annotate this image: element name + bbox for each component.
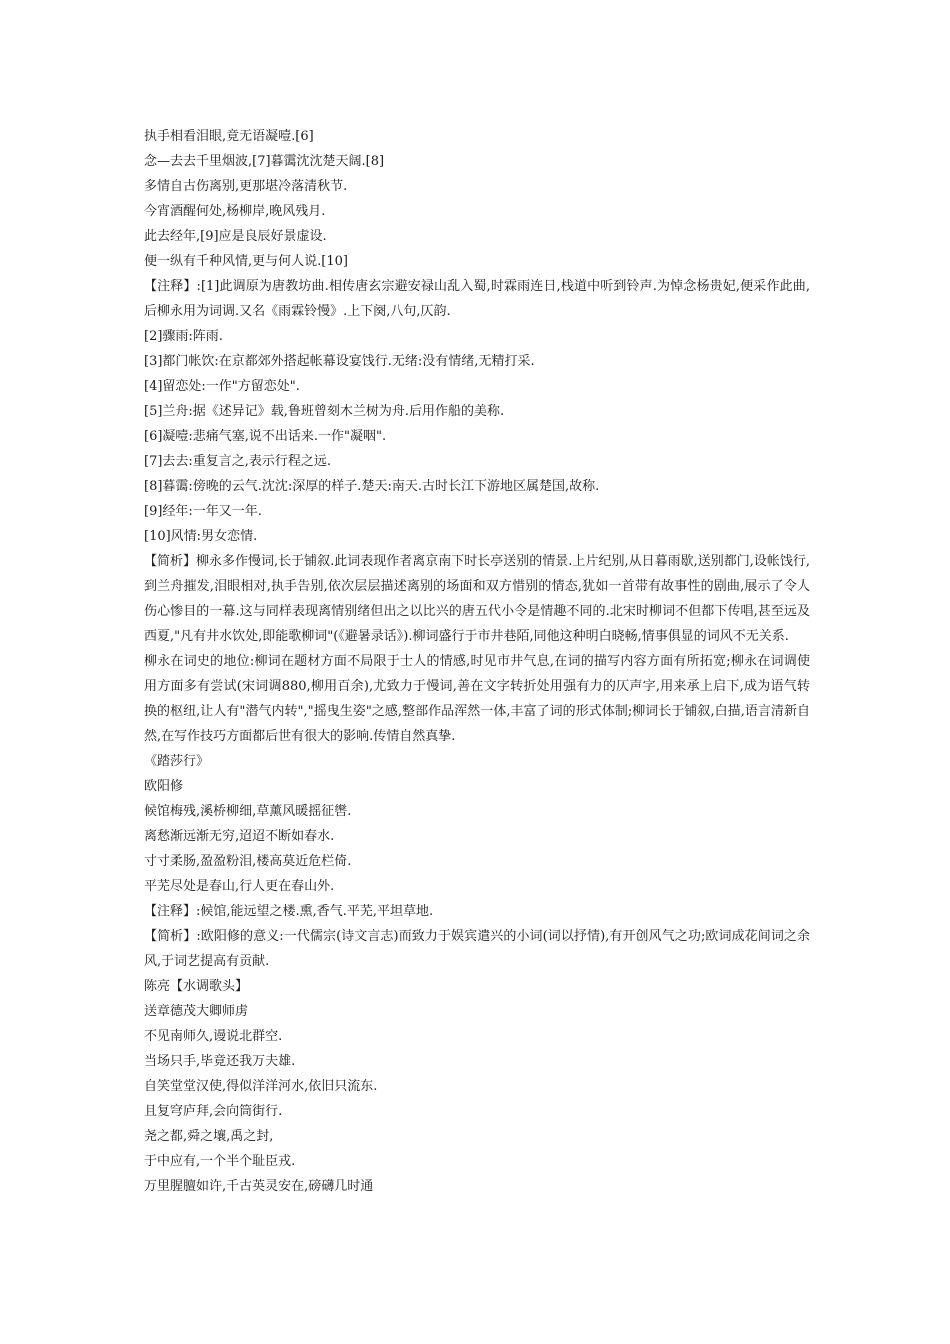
poem-line: 念—去去千里烟波,[7]暮霭沈沈楚天阔.[8] xyxy=(144,154,385,169)
analysis-paragraph: 【简析】:欧阳修的意义:一代儒宗(诗文言志)而致力于娱宾遣兴的小词(词以抒情),有开创风气之功;欧词成花间词之余风,于词艺提高有贡献. xyxy=(144,929,810,969)
poem-line: 执手相看泪眼,竟无语凝噎.[6] xyxy=(144,129,314,144)
poem-line: 自笑堂堂汉使,得似洋洋河水,依旧只流东. xyxy=(144,1079,378,1094)
annotation-item: [7]去去:重复言之,表示行程之远. xyxy=(144,454,332,469)
poem-line: 多情自古伤离别,更那堪冷落清秋节. xyxy=(144,179,348,194)
annotation-item: 【注释】:候馆,能远望之楼.熏,香气.平芜,平坦草地. xyxy=(144,904,434,919)
annotation-item: [6]凝噎:悲痛气塞,说不出话来.一作"凝咽". xyxy=(144,429,387,444)
poem-title: 陈亮【水调歌头】 xyxy=(144,979,249,994)
annotation-item: [4]留恋处:一作"方留恋处". xyxy=(144,379,300,394)
annotation-item: [10]风情:男女恋情. xyxy=(144,529,258,544)
poem-line: 不见南师久,谩说北群空. xyxy=(144,1029,283,1044)
poem-line: 便一纵有千种风情,更与何人说.[10] xyxy=(144,254,348,269)
poem-line: 今宵酒醒何处,杨柳岸,晚风残月. xyxy=(144,204,326,219)
annotation-item: [3]都门帐饮:在京都郊外搭起帐幕设宴饯行.无绪:没有情绪,无精打采. xyxy=(144,354,535,369)
poem-line: 万里腥膻如许,千古英灵安在,磅礴几时通 xyxy=(144,1179,374,1194)
poem-line: 且复穹庐拜,会向筒街行. xyxy=(144,1104,283,1119)
poem-subtitle: 送章德茂大卿师虏 xyxy=(144,1004,249,1019)
annotation-item: [2]骤雨:阵雨. xyxy=(144,329,223,344)
poem-line: 候馆梅残,溪桥柳细,草薰风暖摇征辔. xyxy=(144,804,352,819)
poem-title: 《踏莎行》 xyxy=(144,754,210,769)
poem-line: 离愁渐远渐无穷,迢迢不断如春水. xyxy=(144,829,335,844)
poem-line: 于中应有,一个半个耻臣戎. xyxy=(144,1154,296,1169)
poem-line: 寸寸柔肠,盈盈粉泪,楼高莫近危栏倚. xyxy=(144,854,352,869)
document-page xyxy=(144,124,810,1199)
poem-line: 此去经年,[9]应是良辰好景虚设. xyxy=(144,229,327,244)
poem-line: 平芜尽处是春山,行人更在春山外. xyxy=(144,879,335,894)
poem-line: 当场只手,毕竟还我万夫雄. xyxy=(144,1054,296,1069)
analysis-paragraph: 柳永在词史的地位:柳词在题材方面不局限于士人的情感,时见市井气息,在词的描写内容方面有所拓宽;柳永在词调使用方面多有尝试(宋词调880,柳用百余),尤致力于慢词,善在文字转折处用强有力的仄声字,用来承上启下,成为语气转换的枢纽,让人有"潜气内转","摇曳生姿"之感,整部作品浑然一体,丰富了词的形式体制;柳词长于铺叙,白描,语言清新自然,在写作技巧方面都后世有很大的影响.传情自然真挚. xyxy=(144,654,810,744)
annotation-intro: 【注释】:[1]此调原为唐教坊曲.相传唐玄宗避安禄山乱入蜀,时霖雨连日,栈道中听到铃声.为悼念杨贵妃,便采作此曲,后柳永用为词调.又名《雨霖铃慢》.上下阕,八句,仄韵. xyxy=(144,279,810,319)
poem-line: 尧之都,舜之壤,禹之封, xyxy=(144,1129,274,1144)
analysis-paragraph: 【简析】柳永多作慢词,长于铺叙.此词表现作者离京南下时长亭送别的情景.上片纪别,从日暮雨歇,送别都门,设帐饯行,到兰舟摧发,泪眼相对,执手告别,依次层层描述离别的场面和双方惜别的情态,犹如一首带有故事性的剧曲,展示了令人伤心惨目的一幕.这与同样表现离情别绪但出之以比兴的唐五代小令是情趣不同的.北宋时柳词不但都下传唱,甚至远及西夏,"凡有井水饮处,即能歌柳词"(《避暑录话》).柳词盛行于市井巷陌,同他这种明白晓畅,情事俱显的词风不无关系. xyxy=(144,554,810,644)
annotation-item: [9]经年:一年又一年. xyxy=(144,504,262,519)
annotation-item: [8]暮霭:傍晚的云气.沈沈:深厚的样子.楚天:南天.古时长江下游地区属楚国,故称. xyxy=(144,479,600,494)
annotation-item: [5]兰舟:据《述异记》载,鲁班曾刻木兰树为舟.后用作船的美称. xyxy=(144,404,505,419)
poem-author: 欧阳修 xyxy=(144,779,184,794)
